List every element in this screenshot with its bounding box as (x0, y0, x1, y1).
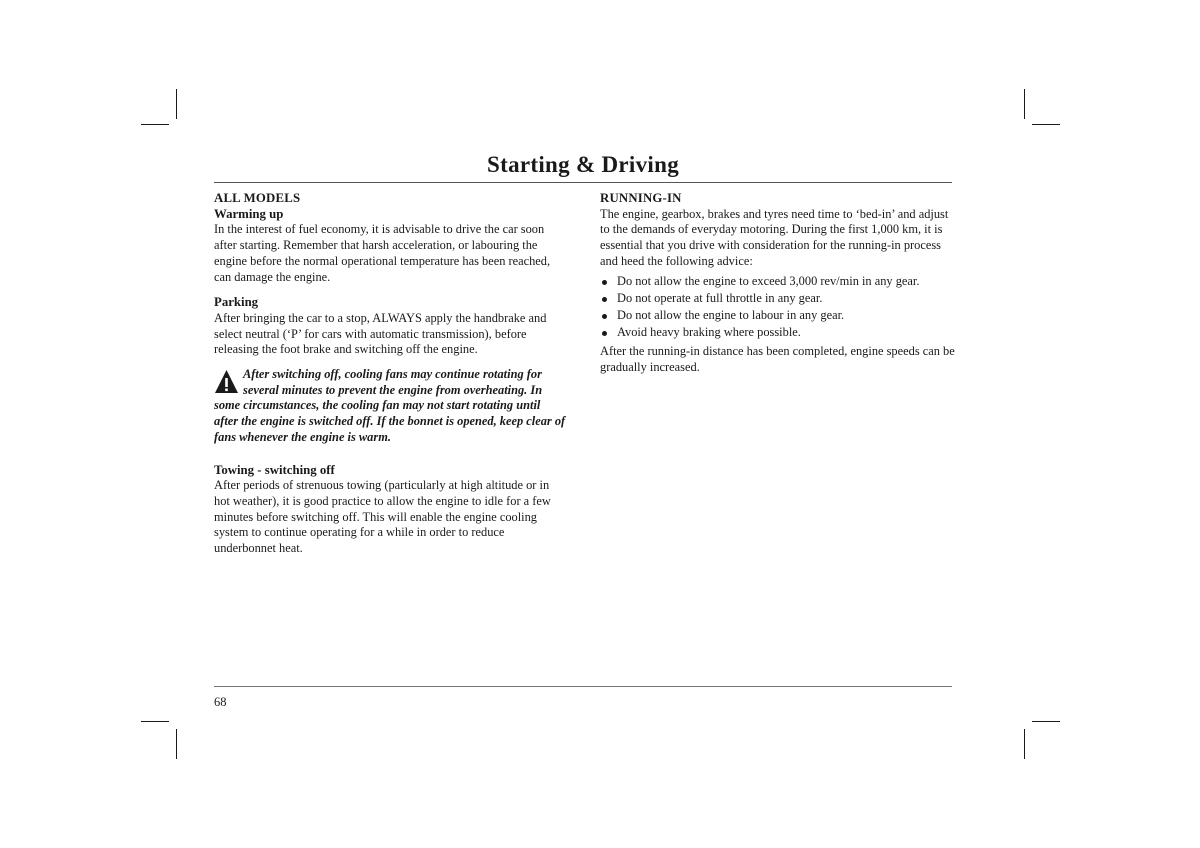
list-item (600, 325, 955, 341)
parking-heading: Parking (214, 295, 259, 310)
warning-triangle-icon (214, 369, 239, 395)
right-column (600, 191, 955, 376)
page-title: Starting & Driving (487, 152, 679, 177)
all-models-heading: ALL MODELS (214, 191, 301, 205)
bullet-icon (602, 331, 607, 336)
list-item-text: Do not operate at full throttle in any gear. (617, 290, 823, 305)
parking-text: After bringing the car to a stop, ALWAYS apply the handbrake and select neutral (‘P’ for cars with automatic transmission), before releasing the foot brake and switching off the engine. (214, 310, 547, 357)
warming-up-heading: Warming up (214, 206, 284, 221)
page-number: 68 (214, 695, 227, 709)
warning-note (214, 367, 566, 446)
towing-heading: Towing - switching off (214, 462, 335, 477)
crop-mark (141, 124, 169, 125)
bullet-icon (602, 314, 607, 319)
running-in-heading: RUNNING-IN (600, 191, 682, 205)
crop-mark (141, 721, 169, 722)
list-item-text: Do not allow the engine to exceed 3,000 rev/min in any gear. (617, 273, 920, 288)
bullet-icon (602, 280, 607, 285)
list-item (600, 291, 955, 307)
advice-list (600, 274, 955, 341)
footer-divider (214, 686, 952, 687)
crop-mark (1024, 729, 1025, 759)
warming-up-text: In the interest of fuel economy, it is advisable to drive the car soon after starting. Remember that harsh acceleration, or labouring the engine before the normal operational temperature has been reached, can damage the engine. (214, 222, 551, 284)
crop-mark (1024, 89, 1025, 119)
crop-mark (1032, 721, 1060, 722)
title-divider (214, 182, 952, 183)
running-in-closing: After the running-in distance has been completed, engine speeds can be gradually increased. (600, 344, 955, 374)
crop-mark (176, 729, 177, 759)
left-column (214, 191, 566, 557)
list-item-text: Avoid heavy braking where possible. (617, 324, 801, 339)
towing-text: After periods of strenuous towing (particularly at high altitude or in hot weather), it is good practice to allow the engine to idle for a few minutes before switching off. This will enable the engine cooling system to continue operating for a while in order to reduce underbonnet heat. (214, 478, 551, 556)
running-in-intro: The engine, gearbox, brakes and tyres need time to ‘bed-in’ and adjust to the demands of everyday motoring. During the first 1,000 km, it is essential that you drive with consideration for the running-in process and heed the following advice: (600, 206, 949, 268)
warning-text: After switching off, cooling fans may continue rotating for several minutes to prevent the engine from overheating. In some circumstances, the cooling fan may not start rotating until after the engine is switched off. If the bonnet is opened, keep clear of fans whenever the engine is warm. (214, 367, 566, 444)
list-item (600, 274, 955, 290)
crop-mark (176, 89, 177, 119)
crop-mark (1032, 124, 1060, 125)
bullet-icon (602, 297, 607, 302)
list-item (600, 308, 955, 324)
list-item-text: Do not allow the engine to labour in any gear. (617, 307, 845, 322)
